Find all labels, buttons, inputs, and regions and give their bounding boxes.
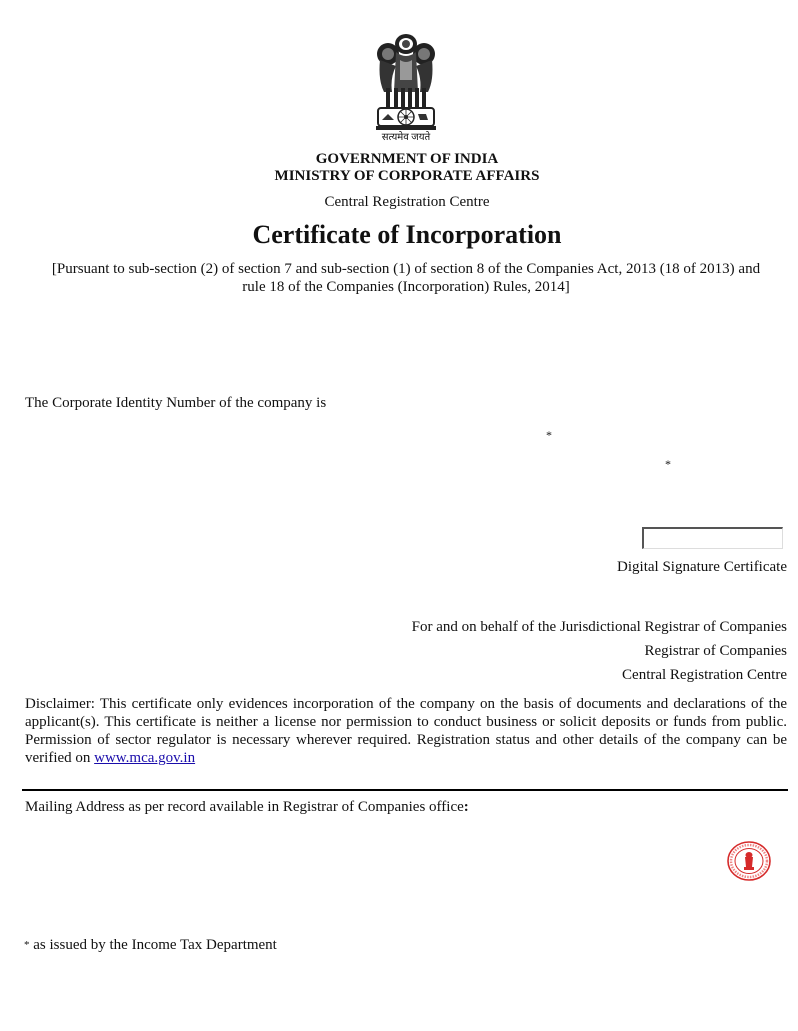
signatory-behalf: For and on behalf of the Jurisdictional Registrar of Companies bbox=[411, 619, 787, 635]
government-heading: GOVERNMENT OF INDIA bbox=[315, 151, 499, 167]
footnote-marker: * bbox=[665, 457, 671, 471]
mailing-address-label: Mailing Address as per record available in Registrar of Companies office: bbox=[25, 799, 469, 815]
disclaimer-text: Disclaimer: This certificate only evidences incorporation of the company on the basis of documents and declarations of the applicant(s). This certificate is neither a license nor permission to conduct business or solicit deposits or funds from public. Permission of sector regulator is necessary wherever required. Registration status and other details of the company can be verified on bbox=[25, 696, 787, 766]
signatory-office: Central Registration Centre bbox=[622, 667, 787, 683]
document-title: Certificate of Incorporation bbox=[252, 220, 562, 249]
mca-seal-icon bbox=[726, 840, 772, 882]
footnote-text: as issued by the Income Tax Department bbox=[29, 937, 277, 953]
national-emblem-icon bbox=[370, 30, 442, 134]
footnote-marker: * bbox=[546, 428, 552, 442]
legal-reference bbox=[24, 260, 788, 296]
office-subheading: Central Registration Centre bbox=[324, 194, 490, 210]
disclaimer bbox=[25, 695, 787, 767]
footnote bbox=[24, 936, 277, 954]
cin-label: The Corporate Identity Number of the company is bbox=[25, 395, 327, 411]
signatory-designation: Registrar of Companies bbox=[644, 643, 787, 659]
mca-website-link[interactable]: www.mca.gov.in bbox=[94, 750, 196, 766]
legal-reference-line-1: [Pursuant to sub-section (2) of section 7 and sub-section (1) of section 8 of the Companies Act, 2013 (18 of 2013) and bbox=[51, 261, 761, 277]
section-divider bbox=[22, 789, 788, 791]
footnote-star: * bbox=[24, 939, 30, 951]
digital-signature-label: Digital Signature Certificate bbox=[617, 559, 787, 575]
digital-signature-box[interactable] bbox=[642, 527, 783, 549]
emblem-motto: सत्यमेव जयते bbox=[381, 132, 431, 143]
legal-reference-line-2: rule 18 of the Companies (Incorporation) Rules, 2014] bbox=[242, 279, 570, 295]
ministry-heading: MINISTRY OF CORPORATE AFFAIRS bbox=[274, 168, 540, 184]
